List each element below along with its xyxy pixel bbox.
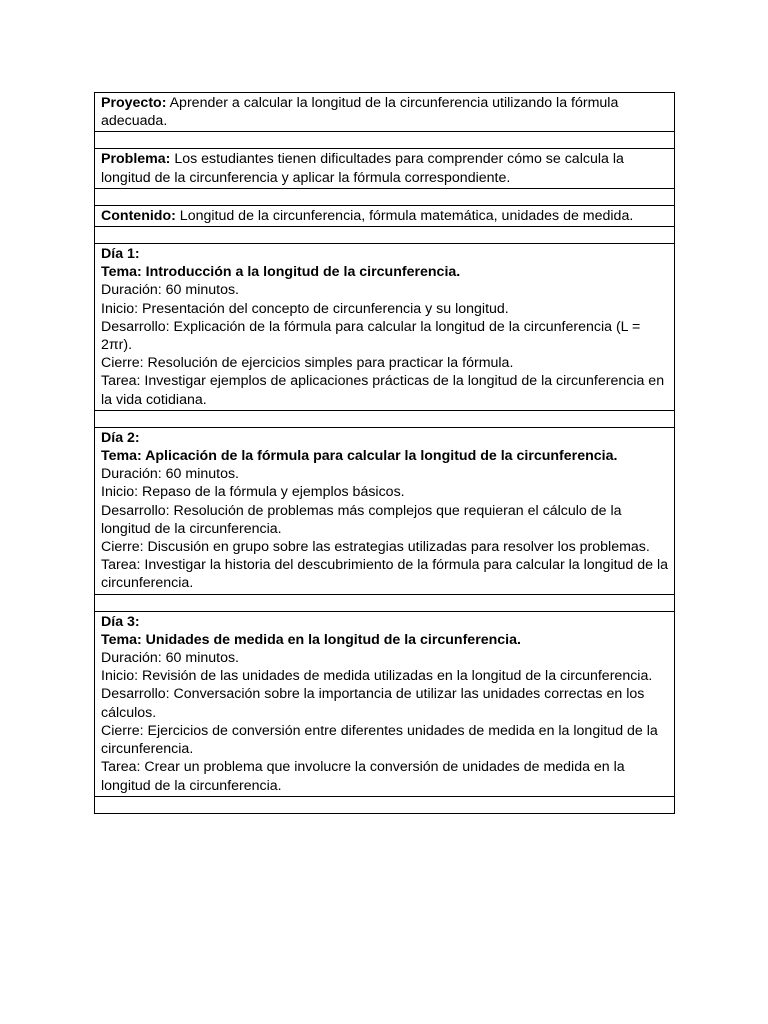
spacer-cell — [95, 132, 675, 149]
contenido-label: Contenido: — [101, 207, 176, 224]
dia-1-duracion: Duración: 60 minutos. — [101, 282, 240, 299]
dia-2-cierre: Cierre: Discusión en grupo sobre las estrategias utilizadas para resolver los problemas. — [101, 539, 650, 556]
dia-2-tema: Tema: Aplicación de la fórmula para calcular la longitud de la circunferencia. — [101, 448, 618, 465]
dia-3-tarea: Tarea: Crear un problema que involucre la conversión de unidades de medida en la longitud de la circunferencia. — [101, 759, 625, 794]
table-row — [95, 227, 675, 244]
table-row — [95, 611, 675, 796]
dia-2-tarea: Tarea: Investigar la historia del descubrimiento de la fórmula para calcular la longitud de la circunferencia. — [101, 557, 669, 592]
spacer-cell — [95, 796, 675, 813]
problema-cell — [95, 149, 675, 188]
spacer-cell — [95, 188, 675, 205]
table-row — [95, 796, 675, 813]
dia-3-cierre: Cierre: Ejercicios de conversión entre diferentes unidades de medida en la longitud de la circunferencia. — [101, 722, 658, 758]
dia-3-desarrollo: Desarrollo: Conversación sobre la importancia de utilizar las unidades correctas en los cálculos. — [101, 686, 645, 721]
table-row — [95, 410, 675, 427]
spacer-cell — [95, 594, 675, 611]
table-row — [95, 188, 675, 205]
dia-2-duracion: Duración: 60 minutos. — [101, 466, 240, 483]
contenido-cell — [95, 205, 675, 226]
dia-2-heading: Día 2: — [101, 429, 140, 446]
table-row — [95, 132, 675, 149]
dia-1-tema: Tema: Introducción a la longitud de la circunferencia. — [101, 264, 461, 281]
spacer-cell — [95, 227, 675, 244]
dia-2-desarrollo: Desarrollo: Resolución de problemas más complejos que requieran el cálculo de la longitud de la circunferencia. — [101, 502, 622, 537]
dia-3-inicio: Inicio: Revisión de las unidades de medida utilizadas en la longitud de la circunferencia. — [101, 668, 653, 685]
contenido-text: Longitud de la circunferencia, fórmula matemática, unidades de medida. — [175, 207, 634, 224]
lesson-plan-table — [94, 92, 675, 814]
table-row — [95, 93, 675, 132]
table-row — [95, 594, 675, 611]
dia-1-heading: Día 1: — [101, 246, 140, 263]
table-row — [95, 149, 675, 188]
dia-1-desarrollo: Desarrollo: Explicación de la fórmula para calcular la longitud de la circunferencia (L = 2πr). — [101, 318, 641, 354]
spacer-cell — [95, 410, 675, 427]
dia-3-cell — [95, 611, 675, 796]
proyecto-cell — [95, 93, 675, 132]
problema-text: Los estudiantes tienen dificultades para comprender cómo se calcula la longitud de la circunferencia y aplicar la fórmula correspondiente. — [101, 151, 624, 186]
proyecto-label: Proyecto: — [101, 95, 167, 111]
dia-2-inicio: Inicio: Repaso de la fórmula y ejemplos básicos. — [101, 484, 405, 501]
proyecto-text: Aprender a calcular la longitud de la circunferencia utilizando la fórmula adecuada. — [101, 95, 619, 130]
table-row — [95, 427, 675, 594]
dia-1-cell — [95, 244, 675, 411]
dia-2-cell — [95, 427, 675, 594]
table-row — [95, 205, 675, 226]
dia-1-cierre: Cierre: Resolución de ejercicios simples para practicar la fórmula. — [101, 355, 514, 372]
dia-1-tarea: Tarea: Investigar ejemplos de aplicaciones prácticas de la longitud de la circunferencia en la vida cotidiana. — [101, 373, 665, 408]
dia-3-duracion: Duración: 60 minutos. — [101, 650, 240, 667]
dia-3-heading: Día 3: — [101, 613, 140, 630]
dia-1-inicio: Inicio: Presentación del concepto de circunferencia y su longitud. — [101, 300, 509, 317]
problema-label: Problema: — [101, 151, 171, 168]
table-row — [95, 244, 675, 411]
dia-3-tema: Tema: Unidades de medida en la longitud de la circunferencia. — [101, 631, 521, 648]
